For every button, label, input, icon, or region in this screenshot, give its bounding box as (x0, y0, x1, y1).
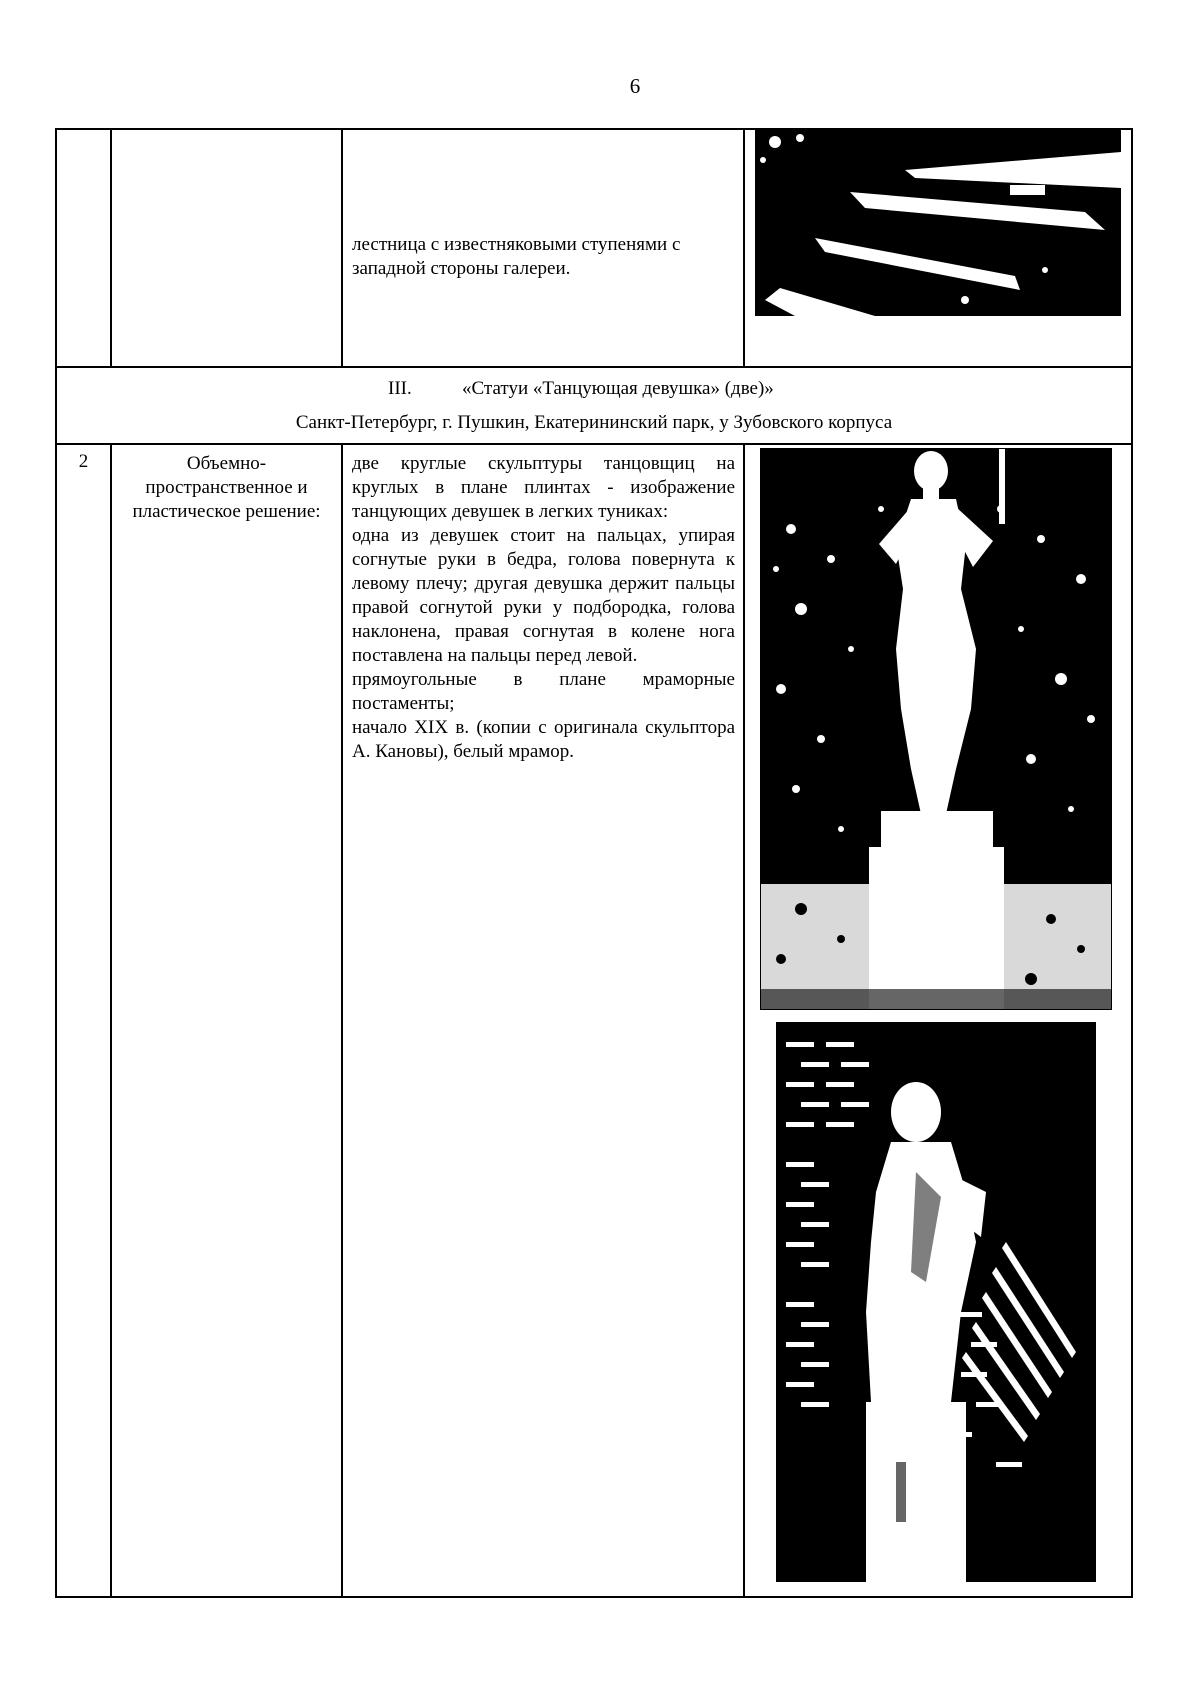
category-label: Объемно-пространственное и пластическое решение: (132, 453, 321, 522)
description-paragraph: одна из девушек стоит на пальцах, упирая согнутые руки в бедра, голова повернута к левому плечу; другая девушка держит пальцы правой согнутой руки у подбородка, голова наклонена, правая согнутая в колене нога поставлена на пальцы перед левой. (352, 525, 735, 666)
staircase-description: лестница с известняковыми ступенями с западной стороны галереи. (352, 234, 681, 279)
page-number: 6 (629, 74, 641, 98)
column-divider-3 (743, 128, 745, 368)
description-paragraph: начало XIX в. (копии с оригинала скульптора А. Кановы), белый мрамор. (352, 717, 735, 762)
table-border-right (1131, 128, 1133, 1598)
column-divider-3 (743, 443, 745, 1598)
section-address: Санкт-Петербург, г. Пушкин, Екатерининский парк, у Зубовского корпуса (295, 412, 893, 433)
column-divider-2 (341, 128, 343, 368)
dancer-statue-photo-1 (760, 448, 1112, 1010)
sculpture-description (352, 452, 735, 764)
description-paragraph: прямоугольные в плане мраморные постаменты; (352, 669, 735, 714)
section-title: «Статуи «Танцующая девушка» (две)» (462, 378, 774, 399)
row-number: 2 (78, 451, 89, 472)
column-divider-2 (341, 443, 343, 1598)
column-divider-1 (110, 128, 112, 368)
staircase-photo (755, 130, 1121, 316)
column-divider-1 (110, 443, 112, 1598)
description-paragraph: две круглые скульптуры танцовщиц на круглых в плане плинтах - изображение танцующих девушек в легких туниках: (352, 453, 735, 522)
table-border-left (55, 128, 57, 1598)
row-divider-section-top (55, 366, 1133, 368)
section-numeral: III. (388, 378, 412, 399)
dancer-statue-photo-2 (776, 1022, 1096, 1582)
table-border-bottom (55, 1596, 1133, 1598)
row-divider-section-bottom (55, 443, 1133, 445)
